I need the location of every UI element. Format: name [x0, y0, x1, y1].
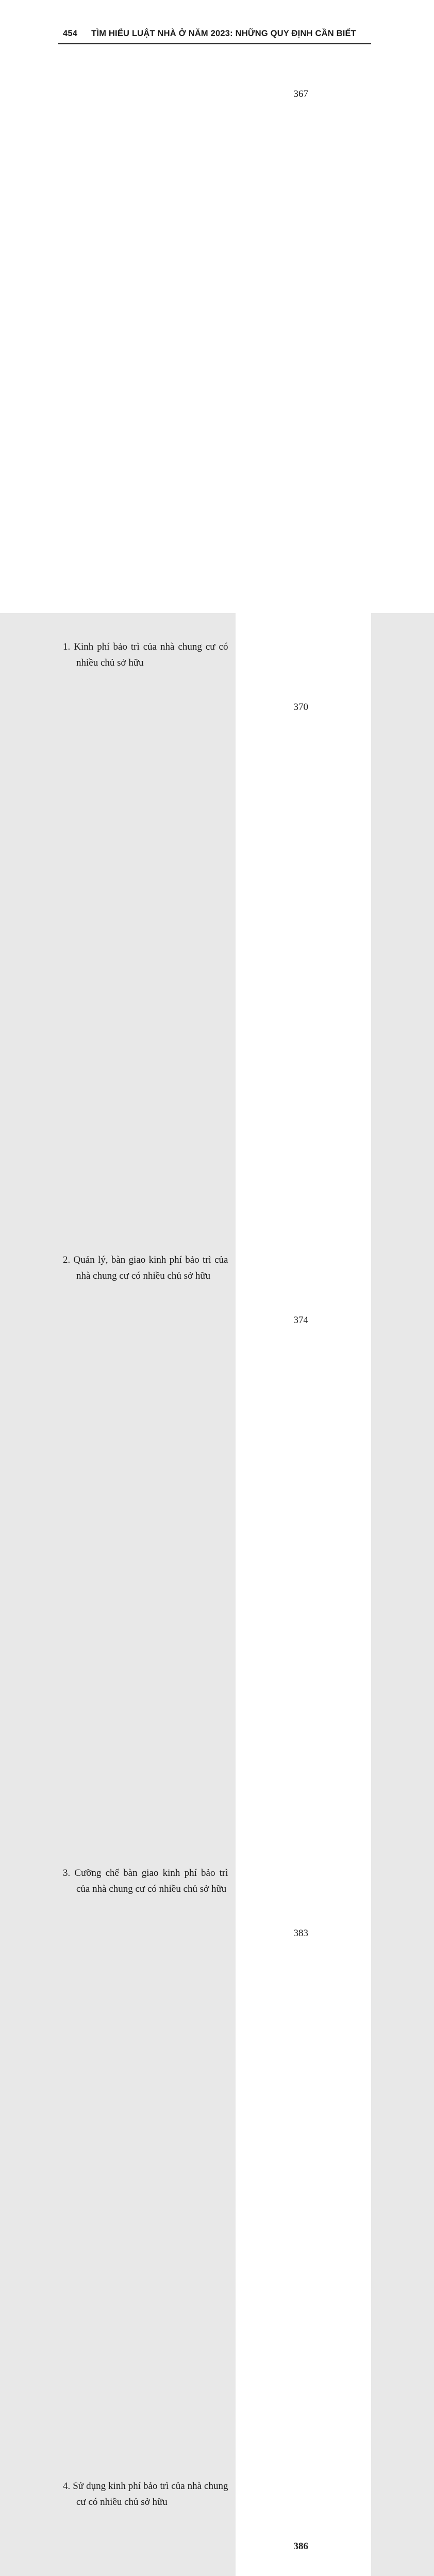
toc-entry-page: 374 [236, 1284, 372, 1897]
running-title: TÌM HIỂU LUẬT NHÀ Ở NĂM 2023: NHỮNG QUY ĐỊNH CẦN BIẾT [91, 29, 356, 38]
toc-entry [58, 671, 371, 1284]
toc-entry-page: 383 [236, 1897, 372, 2510]
toc-entry-label: 3. Cưỡng chế bàn giao kinh phí bảo trì của nhà chung cư có nhiều chủ sở hữu [63, 1868, 228, 1894]
toc-entry [58, 2510, 371, 2576]
toc-entry-page: 367 [236, 58, 372, 671]
toc-entry-label: 2. Quản lý, bàn giao kinh phí bảo trì của nhà chung cư có nhiều chủ sở hữu [63, 1255, 228, 1281]
page-header [58, 29, 371, 44]
toc-entry [58, 1284, 371, 1897]
toc-entry [58, 1897, 371, 2510]
toc-entry-label: 4. Sử dụng kinh phí bảo trì của nhà chung cư có nhiều chủ sở hữu [63, 2481, 228, 2507]
toc-list [58, 58, 371, 2576]
toc-entry-label: 1. Kinh phí bảo trì của nhà chung cư có nhiều chủ sở hữu [63, 641, 228, 668]
toc-entry-page: 370 [236, 671, 372, 1284]
toc-entry [58, 58, 371, 671]
page-number: 454 [63, 29, 78, 38]
toc-entry-page: 386 [236, 2510, 372, 2576]
